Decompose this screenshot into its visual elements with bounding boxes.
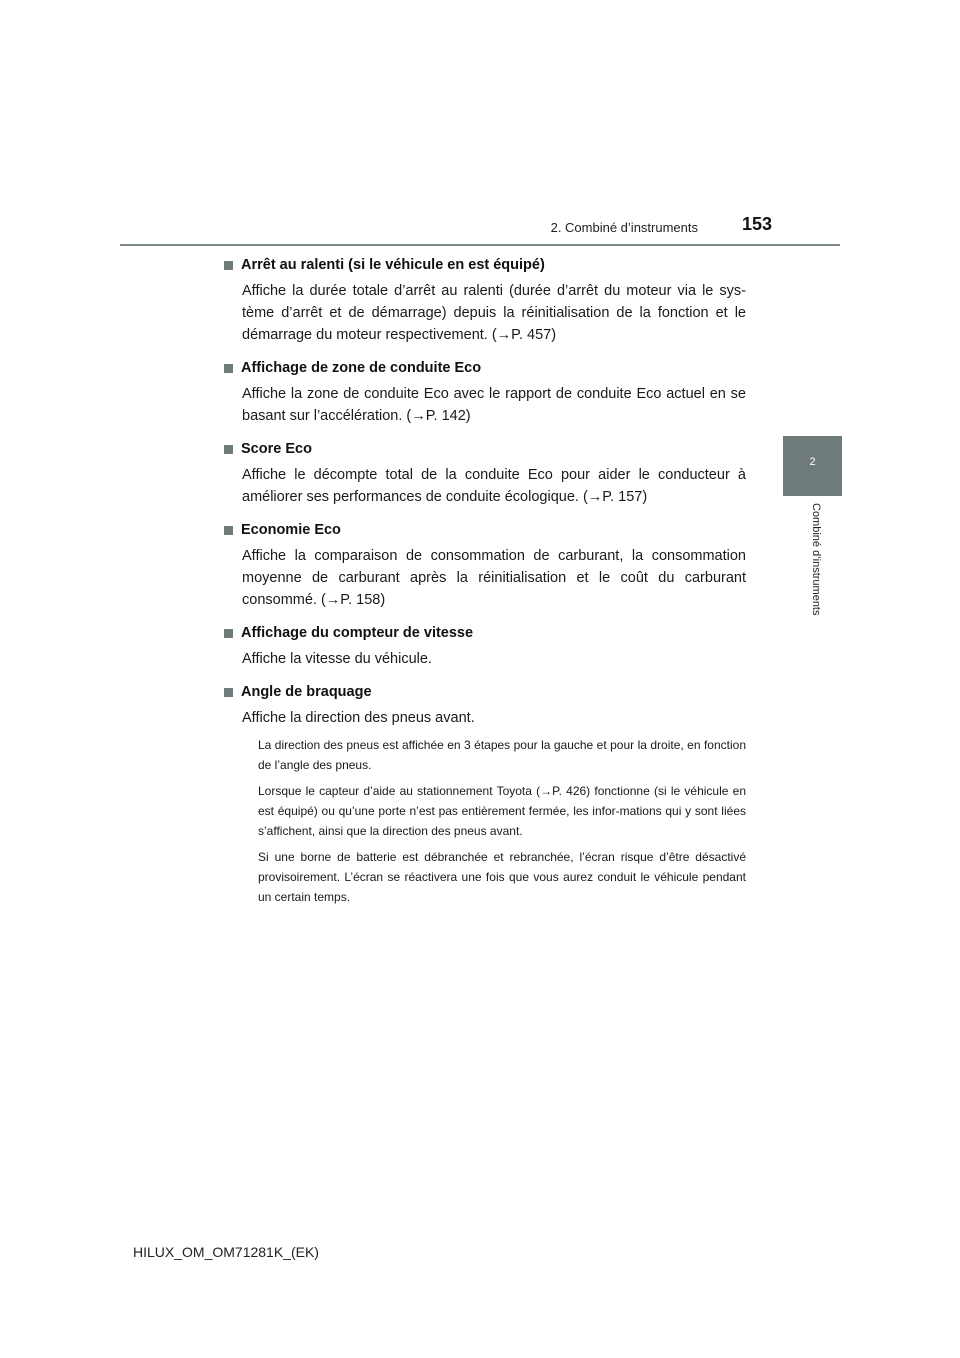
item-title-text: Angle de braquage: [241, 684, 372, 700]
list-item: [224, 255, 746, 346]
list-item: [224, 520, 746, 611]
list-item: [224, 439, 746, 508]
list-item: [224, 623, 746, 670]
item-title-text: Economie Eco: [241, 522, 341, 538]
item-title-text: Score Eco: [241, 441, 312, 457]
square-bullet-icon: [224, 629, 233, 638]
item-title: [224, 439, 746, 459]
header-divider: [120, 244, 840, 246]
note-paragraph: Si une borne de batterie est débranchée et rebranchée, l’écran risque d’être désactivé provisoirement. L’écran se réactivera une fois que vous aurez conduit le véhicule pendant un certain temps.: [258, 850, 746, 904]
note-paragraph: La direction des pneus est affichée en 3 étapes pour la gauche et pour la droite, en fonction de l’angle des pneus.: [258, 738, 746, 772]
item-title: [224, 682, 746, 702]
item-title: [224, 358, 746, 378]
notes: [224, 735, 746, 907]
section-title: 2. Combiné d’instruments: [550, 220, 698, 235]
chapter-tab: [783, 436, 842, 496]
item-title-text: Affichage du compteur de vitesse: [241, 625, 474, 641]
list-item: [224, 682, 746, 907]
list-item: [224, 358, 746, 427]
note-paragraph: Lorsque le capteur d’aide au stationnement Toyota (→P. 426) fonctionne (si le véhicule en est équipé) ou qu’une porte n’est pas entièrement fermée, les infor-mations qui y sont liées s’affichent, ainsi que la direction des pneus avant.: [258, 784, 746, 838]
page-content: [224, 255, 746, 919]
page-number: 153: [741, 214, 772, 234]
item-body: Affiche la durée totale d’arrêt au ralenti (durée d’arrêt du moteur via le sys-tème d’arrêt et de démarrage) depuis la réinitialisation de la fonction et le démarrage du moteur respectivement. (→P. 457): [242, 283, 746, 343]
item-body: Affiche la direction des pneus avant.: [242, 710, 475, 726]
square-bullet-icon: [224, 364, 233, 373]
item-body: Affiche le décompte total de la conduite Eco pour aider le conducteur à améliorer ses performances de conduite écologique. (→P. 157): [242, 467, 746, 505]
square-bullet-icon: [224, 526, 233, 535]
document-code: HILUX_OM_OM71281K_(EK): [133, 1244, 319, 1260]
item-title: [224, 520, 746, 540]
item-body: Affiche la vitesse du véhicule.: [242, 651, 432, 667]
item-title: [224, 255, 746, 275]
item-title-text: Arrêt au ralenti (si le véhicule en est équipé): [241, 257, 545, 273]
chapter-number: 2: [809, 456, 816, 468]
item-title-text: Affichage de zone de conduite Eco: [241, 360, 482, 376]
square-bullet-icon: [224, 261, 233, 270]
item-title: [224, 623, 746, 643]
item-body: Affiche la comparaison de consommation de carburant, la consommation moyenne de carburant après la réinitialisation et le coût du carburant consommé. (→P. 158): [242, 548, 746, 608]
chapter-label: Combiné d’instruments: [810, 503, 822, 616]
square-bullet-icon: [224, 688, 233, 697]
item-body: Affiche la zone de conduite Eco avec le rapport de conduite Eco actuel en se basant sur l’accélération. (→P. 142): [242, 386, 746, 424]
square-bullet-icon: [224, 445, 233, 454]
